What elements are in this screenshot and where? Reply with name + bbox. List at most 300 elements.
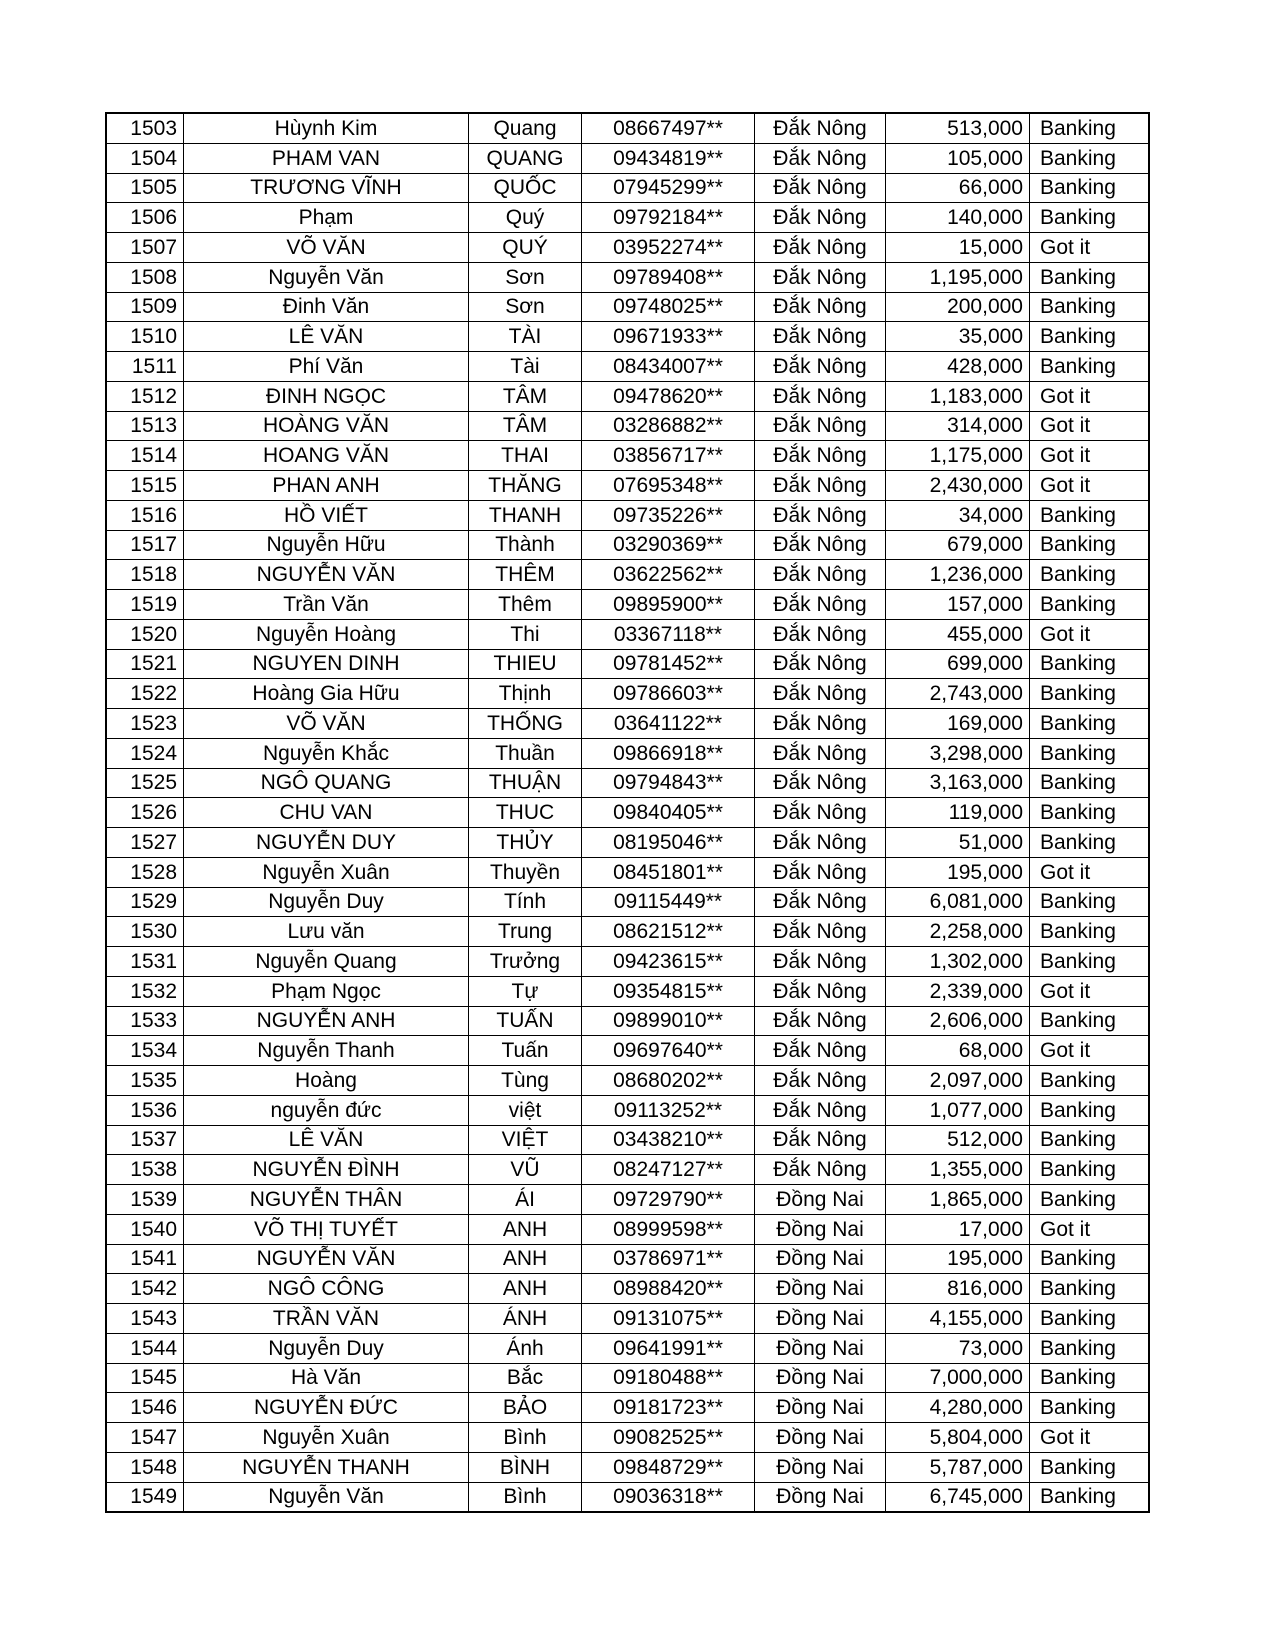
status-cell: Got it: [1030, 1036, 1150, 1066]
amount-cell: 6,745,000: [886, 1482, 1030, 1512]
last-name-cell: TÂM: [469, 381, 582, 411]
phone-cell: 09899010**: [582, 1006, 755, 1036]
amount-cell: 5,804,000: [886, 1423, 1030, 1453]
table-row: [106, 857, 1149, 887]
amount-cell: 2,097,000: [886, 1066, 1030, 1096]
first-name-cell: Nguyễn Xuân: [184, 1423, 469, 1453]
phone-cell: 09895900**: [582, 590, 755, 620]
amount-cell: 7,000,000: [886, 1363, 1030, 1393]
status-cell: Banking: [1030, 1006, 1150, 1036]
table-row: [106, 322, 1149, 352]
table-row: [106, 976, 1149, 1006]
amount-cell: 157,000: [886, 590, 1030, 620]
table-row: [106, 1036, 1149, 1066]
first-name-cell: Nguyễn Văn: [184, 1482, 469, 1512]
phone-cell: 08195046**: [582, 828, 755, 858]
status-cell: Got it: [1030, 441, 1150, 471]
phone-cell: 09478620**: [582, 381, 755, 411]
amount-cell: 66,000: [886, 173, 1030, 203]
amount-cell: 51,000: [886, 828, 1030, 858]
province-cell: Đắk Nông: [755, 828, 886, 858]
amount-cell: 2,258,000: [886, 917, 1030, 947]
amount-cell: 3,298,000: [886, 738, 1030, 768]
status-cell: Banking: [1030, 798, 1150, 828]
row-number-cell: 1539: [106, 1185, 184, 1215]
amount-cell: 679,000: [886, 530, 1030, 560]
phone-cell: 03290369**: [582, 530, 755, 560]
status-cell: Banking: [1030, 679, 1150, 709]
row-number-cell: 1504: [106, 143, 184, 173]
status-cell: Got it: [1030, 619, 1150, 649]
province-cell: Đắk Nông: [755, 1125, 886, 1155]
row-number-cell: 1532: [106, 976, 184, 1006]
first-name-cell: Phạm Ngọc: [184, 976, 469, 1006]
first-name-cell: NGUYỄN ĐÌNH: [184, 1155, 469, 1185]
table-row: [106, 441, 1149, 471]
province-cell: Đắk Nông: [755, 1155, 886, 1185]
table-row: [106, 1363, 1149, 1393]
table-row: [106, 1185, 1149, 1215]
table-row: [106, 887, 1149, 917]
last-name-cell: Thêm: [469, 590, 582, 620]
status-cell: Banking: [1030, 1155, 1150, 1185]
first-name-cell: Hà Văn: [184, 1363, 469, 1393]
amount-cell: 1,183,000: [886, 381, 1030, 411]
phone-cell: 08999598**: [582, 1214, 755, 1244]
province-cell: Đắk Nông: [755, 619, 886, 649]
row-number-cell: 1544: [106, 1333, 184, 1363]
row-number-cell: 1533: [106, 1006, 184, 1036]
last-name-cell: Quý: [469, 203, 582, 233]
amount-cell: 68,000: [886, 1036, 1030, 1066]
status-cell: Banking: [1030, 1363, 1150, 1393]
phone-cell: 07945299**: [582, 173, 755, 203]
last-name-cell: QUÝ: [469, 233, 582, 263]
last-name-cell: Tùng: [469, 1066, 582, 1096]
row-number-cell: 1536: [106, 1095, 184, 1125]
province-cell: Đắk Nông: [755, 203, 886, 233]
province-cell: Đồng Nai: [755, 1214, 886, 1244]
table-row: [106, 1452, 1149, 1482]
row-number-cell: 1505: [106, 173, 184, 203]
amount-cell: 6,081,000: [886, 887, 1030, 917]
last-name-cell: THIEU: [469, 649, 582, 679]
phone-cell: 03786971**: [582, 1244, 755, 1274]
table-row: [106, 1244, 1149, 1274]
first-name-cell: TRƯƠNG VĨNH: [184, 173, 469, 203]
table-row: [106, 381, 1149, 411]
phone-cell: 09697640**: [582, 1036, 755, 1066]
amount-cell: 2,339,000: [886, 976, 1030, 1006]
amount-cell: 1,236,000: [886, 560, 1030, 590]
first-name-cell: Hoàng Gia Hữu: [184, 679, 469, 709]
amount-cell: 140,000: [886, 203, 1030, 233]
last-name-cell: THĂNG: [469, 471, 582, 501]
last-name-cell: THAI: [469, 441, 582, 471]
first-name-cell: NGUYỄN VĂN: [184, 560, 469, 590]
table-row: [106, 590, 1149, 620]
status-cell: Got it: [1030, 976, 1150, 1006]
status-cell: Banking: [1030, 1125, 1150, 1155]
table-row: [106, 1125, 1149, 1155]
amount-cell: 195,000: [886, 857, 1030, 887]
first-name-cell: Nguyễn Xuân: [184, 857, 469, 887]
phone-cell: 07695348**: [582, 471, 755, 501]
amount-cell: 73,000: [886, 1333, 1030, 1363]
table-row: [106, 1006, 1149, 1036]
province-cell: Đắk Nông: [755, 1036, 886, 1066]
row-number-cell: 1534: [106, 1036, 184, 1066]
last-name-cell: Tự: [469, 976, 582, 1006]
first-name-cell: Hùynh Kim: [184, 113, 469, 143]
amount-cell: 1,175,000: [886, 441, 1030, 471]
row-number-cell: 1509: [106, 292, 184, 322]
status-cell: Got it: [1030, 1423, 1150, 1453]
last-name-cell: Thuyền: [469, 857, 582, 887]
first-name-cell: NGÔ CÔNG: [184, 1274, 469, 1304]
amount-cell: 3,163,000: [886, 768, 1030, 798]
phone-cell: 09792184**: [582, 203, 755, 233]
first-name-cell: Nguyễn Hoàng: [184, 619, 469, 649]
status-cell: Banking: [1030, 1304, 1150, 1334]
amount-cell: 512,000: [886, 1125, 1030, 1155]
first-name-cell: LÊ VĂN: [184, 1125, 469, 1155]
status-cell: Banking: [1030, 887, 1150, 917]
amount-cell: 1,195,000: [886, 262, 1030, 292]
row-number-cell: 1530: [106, 917, 184, 947]
status-cell: Banking: [1030, 738, 1150, 768]
table-row: [106, 1482, 1149, 1512]
province-cell: Đắk Nông: [755, 262, 886, 292]
first-name-cell: VÕ VĂN: [184, 233, 469, 263]
first-name-cell: Nguyễn Duy: [184, 887, 469, 917]
row-number-cell: 1511: [106, 352, 184, 382]
phone-cell: 09786603**: [582, 679, 755, 709]
last-name-cell: Thịnh: [469, 679, 582, 709]
first-name-cell: TRẦN VĂN: [184, 1304, 469, 1334]
row-number-cell: 1523: [106, 709, 184, 739]
province-cell: Đắk Nông: [755, 679, 886, 709]
phone-cell: 09181723**: [582, 1393, 755, 1423]
phone-cell: 03367118**: [582, 619, 755, 649]
phone-cell: 03438210**: [582, 1125, 755, 1155]
province-cell: Đắk Nông: [755, 1066, 886, 1096]
table-row: [106, 143, 1149, 173]
table-row: [106, 203, 1149, 233]
status-cell: Banking: [1030, 322, 1150, 352]
first-name-cell: VÕ VĂN: [184, 709, 469, 739]
last-name-cell: BẢO: [469, 1393, 582, 1423]
province-cell: Đồng Nai: [755, 1274, 886, 1304]
status-cell: Got it: [1030, 857, 1150, 887]
province-cell: Đắk Nông: [755, 798, 886, 828]
first-name-cell: PHAM VAN: [184, 143, 469, 173]
first-name-cell: NGUYỄN ANH: [184, 1006, 469, 1036]
row-number-cell: 1528: [106, 857, 184, 887]
status-cell: Banking: [1030, 530, 1150, 560]
table-row: [106, 947, 1149, 977]
last-name-cell: Tài: [469, 352, 582, 382]
province-cell: Đắk Nông: [755, 1095, 886, 1125]
table-row: [106, 828, 1149, 858]
table-row: [106, 1095, 1149, 1125]
status-cell: Banking: [1030, 1482, 1150, 1512]
phone-cell: 03856717**: [582, 441, 755, 471]
amount-cell: 4,280,000: [886, 1393, 1030, 1423]
table-row: [106, 679, 1149, 709]
phone-cell: 08988420**: [582, 1274, 755, 1304]
phone-cell: 09036318**: [582, 1482, 755, 1512]
phone-cell: 09641991**: [582, 1333, 755, 1363]
last-name-cell: TÂM: [469, 411, 582, 441]
amount-cell: 1,302,000: [886, 947, 1030, 977]
status-cell: Banking: [1030, 262, 1150, 292]
row-number-cell: 1537: [106, 1125, 184, 1155]
amount-cell: 2,743,000: [886, 679, 1030, 709]
province-cell: Đắk Nông: [755, 471, 886, 501]
row-number-cell: 1545: [106, 1363, 184, 1393]
status-cell: Banking: [1030, 1066, 1150, 1096]
table-row: [106, 1304, 1149, 1334]
amount-cell: 455,000: [886, 619, 1030, 649]
first-name-cell: PHAN ANH: [184, 471, 469, 501]
last-name-cell: Ánh: [469, 1333, 582, 1363]
province-cell: Đắk Nông: [755, 113, 886, 143]
last-name-cell: THÊM: [469, 560, 582, 590]
row-number-cell: 1510: [106, 322, 184, 352]
last-name-cell: Thành: [469, 530, 582, 560]
row-number-cell: 1507: [106, 233, 184, 263]
amount-cell: 34,000: [886, 500, 1030, 530]
last-name-cell: Trưởng: [469, 947, 582, 977]
row-number-cell: 1531: [106, 947, 184, 977]
last-name-cell: THANH: [469, 500, 582, 530]
phone-cell: 09735226**: [582, 500, 755, 530]
row-number-cell: 1515: [106, 471, 184, 501]
status-cell: Banking: [1030, 173, 1150, 203]
province-cell: Đắk Nông: [755, 738, 886, 768]
province-cell: Đồng Nai: [755, 1363, 886, 1393]
last-name-cell: ANH: [469, 1214, 582, 1244]
status-cell: Banking: [1030, 917, 1150, 947]
province-cell: Đắk Nông: [755, 411, 886, 441]
phone-cell: 08434007**: [582, 352, 755, 382]
amount-cell: 1,355,000: [886, 1155, 1030, 1185]
province-cell: Đồng Nai: [755, 1452, 886, 1482]
amount-cell: 2,430,000: [886, 471, 1030, 501]
table-row: [106, 768, 1149, 798]
table-row: [106, 1393, 1149, 1423]
status-cell: Banking: [1030, 203, 1150, 233]
amount-cell: 200,000: [886, 292, 1030, 322]
province-cell: Đắk Nông: [755, 233, 886, 263]
province-cell: Đắk Nông: [755, 976, 886, 1006]
province-cell: Đắk Nông: [755, 947, 886, 977]
status-cell: Got it: [1030, 1214, 1150, 1244]
status-cell: Banking: [1030, 590, 1150, 620]
last-name-cell: việt: [469, 1095, 582, 1125]
province-cell: Đồng Nai: [755, 1244, 886, 1274]
first-name-cell: Đinh Văn: [184, 292, 469, 322]
phone-cell: 08680202**: [582, 1066, 755, 1096]
last-name-cell: Bình: [469, 1423, 582, 1453]
phone-cell: 09180488**: [582, 1363, 755, 1393]
first-name-cell: Nguyễn Duy: [184, 1333, 469, 1363]
table-body: [106, 113, 1149, 1512]
province-cell: Đắk Nông: [755, 768, 886, 798]
province-cell: Đồng Nai: [755, 1185, 886, 1215]
amount-cell: 428,000: [886, 352, 1030, 382]
amount-cell: 1,077,000: [886, 1095, 1030, 1125]
phone-cell: 09729790**: [582, 1185, 755, 1215]
province-cell: Đắk Nông: [755, 857, 886, 887]
first-name-cell: Nguyễn Thanh: [184, 1036, 469, 1066]
row-number-cell: 1513: [106, 411, 184, 441]
row-number-cell: 1547: [106, 1423, 184, 1453]
first-name-cell: Nguyễn Khắc: [184, 738, 469, 768]
status-cell: Banking: [1030, 292, 1150, 322]
table-row: [106, 1155, 1149, 1185]
first-name-cell: NGUYỄN DUY: [184, 828, 469, 858]
first-name-cell: Phí Văn: [184, 352, 469, 382]
last-name-cell: Thuần: [469, 738, 582, 768]
last-name-cell: THUC: [469, 798, 582, 828]
first-name-cell: HOÀNG VĂN: [184, 411, 469, 441]
status-cell: Banking: [1030, 1185, 1150, 1215]
status-cell: Banking: [1030, 1244, 1150, 1274]
amount-cell: 195,000: [886, 1244, 1030, 1274]
last-name-cell: Sơn: [469, 262, 582, 292]
row-number-cell: 1506: [106, 203, 184, 233]
status-cell: Got it: [1030, 233, 1150, 263]
province-cell: Đồng Nai: [755, 1482, 886, 1512]
province-cell: Đắk Nông: [755, 560, 886, 590]
last-name-cell: Quang: [469, 113, 582, 143]
row-number-cell: 1508: [106, 262, 184, 292]
row-number-cell: 1529: [106, 887, 184, 917]
table-row: [106, 292, 1149, 322]
last-name-cell: VIỆT: [469, 1125, 582, 1155]
province-cell: Đắk Nông: [755, 917, 886, 947]
province-cell: Đắk Nông: [755, 173, 886, 203]
phone-cell: 09781452**: [582, 649, 755, 679]
last-name-cell: Bình: [469, 1482, 582, 1512]
province-cell: Đắk Nông: [755, 887, 886, 917]
amount-cell: 169,000: [886, 709, 1030, 739]
phone-cell: 09848729**: [582, 1452, 755, 1482]
status-cell: Banking: [1030, 113, 1150, 143]
table-row: [106, 173, 1149, 203]
row-number-cell: 1519: [106, 590, 184, 620]
first-name-cell: Phạm: [184, 203, 469, 233]
amount-cell: 105,000: [886, 143, 1030, 173]
first-name-cell: NGUYỄN THÂN: [184, 1185, 469, 1215]
last-name-cell: ÁI: [469, 1185, 582, 1215]
first-name-cell: Nguyễn Quang: [184, 947, 469, 977]
table-row: [106, 352, 1149, 382]
status-cell: Banking: [1030, 709, 1150, 739]
row-number-cell: 1503: [106, 113, 184, 143]
first-name-cell: NGUYỄN THANH: [184, 1452, 469, 1482]
province-cell: Đồng Nai: [755, 1393, 886, 1423]
last-name-cell: BÌNH: [469, 1452, 582, 1482]
phone-cell: 09840405**: [582, 798, 755, 828]
table-row: [106, 917, 1149, 947]
row-number-cell: 1549: [106, 1482, 184, 1512]
province-cell: Đồng Nai: [755, 1304, 886, 1334]
first-name-cell: NGUYEN DINH: [184, 649, 469, 679]
amount-cell: 5,787,000: [886, 1452, 1030, 1482]
phone-cell: 08621512**: [582, 917, 755, 947]
last-name-cell: THỐNG: [469, 709, 582, 739]
phone-cell: 09671933**: [582, 322, 755, 352]
last-name-cell: Tính: [469, 887, 582, 917]
province-cell: Đắk Nông: [755, 381, 886, 411]
row-number-cell: 1521: [106, 649, 184, 679]
status-cell: Banking: [1030, 768, 1150, 798]
province-cell: Đồng Nai: [755, 1423, 886, 1453]
row-number-cell: 1527: [106, 828, 184, 858]
row-number-cell: 1514: [106, 441, 184, 471]
first-name-cell: Hoàng: [184, 1066, 469, 1096]
province-cell: Đắk Nông: [755, 590, 886, 620]
row-number-cell: 1543: [106, 1304, 184, 1334]
table-row: [106, 471, 1149, 501]
last-name-cell: TÀI: [469, 322, 582, 352]
status-cell: Got it: [1030, 381, 1150, 411]
province-cell: Đắk Nông: [755, 292, 886, 322]
first-name-cell: Nguyễn Hữu: [184, 530, 469, 560]
province-cell: Đắk Nông: [755, 143, 886, 173]
phone-cell: 09113252**: [582, 1095, 755, 1125]
province-cell: Đắk Nông: [755, 322, 886, 352]
status-cell: Banking: [1030, 1452, 1150, 1482]
province-cell: Đắk Nông: [755, 500, 886, 530]
table-row: [106, 1274, 1149, 1304]
table-row: [106, 619, 1149, 649]
row-number-cell: 1524: [106, 738, 184, 768]
province-cell: Đồng Nai: [755, 1333, 886, 1363]
last-name-cell: Bắc: [469, 1363, 582, 1393]
last-name-cell: Trung: [469, 917, 582, 947]
amount-cell: 35,000: [886, 322, 1030, 352]
first-name-cell: nguyễn đức: [184, 1095, 469, 1125]
phone-cell: 03622562**: [582, 560, 755, 590]
table-row: [106, 262, 1149, 292]
first-name-cell: Nguyễn Văn: [184, 262, 469, 292]
first-name-cell: HỒ VIẾT: [184, 500, 469, 530]
first-name-cell: ĐINH NGỌC: [184, 381, 469, 411]
phone-cell: 08247127**: [582, 1155, 755, 1185]
last-name-cell: THUẬN: [469, 768, 582, 798]
amount-cell: 17,000: [886, 1214, 1030, 1244]
status-cell: Banking: [1030, 500, 1150, 530]
row-number-cell: 1512: [106, 381, 184, 411]
last-name-cell: QUỐC: [469, 173, 582, 203]
last-name-cell: VŨ: [469, 1155, 582, 1185]
phone-cell: 09131075**: [582, 1304, 755, 1334]
row-number-cell: 1526: [106, 798, 184, 828]
phone-cell: 09794843**: [582, 768, 755, 798]
table-row: [106, 738, 1149, 768]
phone-cell: 03286882**: [582, 411, 755, 441]
row-number-cell: 1522: [106, 679, 184, 709]
table-row: [106, 500, 1149, 530]
table-row: [106, 649, 1149, 679]
last-name-cell: ANH: [469, 1274, 582, 1304]
table-row: [106, 1066, 1149, 1096]
status-cell: Banking: [1030, 649, 1150, 679]
